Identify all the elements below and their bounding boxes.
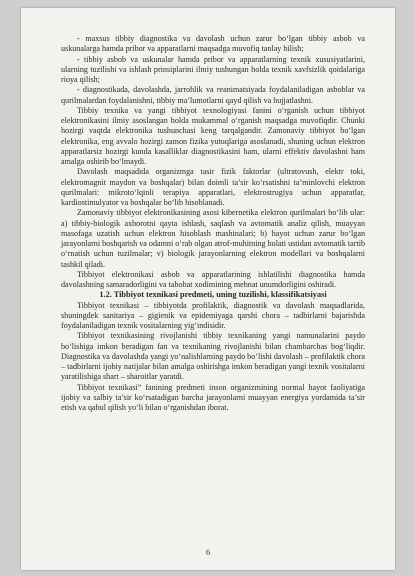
paragraph: Tibbiyot elektronikasi asbob va apparatlarining ishlatilishi diagnostika hamda davolashning samaradorligini va tabobat xodimining mehnat unumdorligini oshiradi. xyxy=(61,269,365,289)
paragraph: Davolash maqsadida organizmga tasir fizik faktorlar (ultratovush, elektr toki, elektromagnit maydon va boshqalar) bilan doimli ta’sir ko‘rsatishni ta’minlovchi elektron qurilmalari: mikroto‘lqinli terapiya apparatlari, elektrostrugiya uchun apparatlar, kardiostimulyator va boshqalar bo‘lib hisoblanadi. xyxy=(61,167,365,207)
paragraph: Zamonaviy tibbiyot elektronikasining asosi kibernetika elektron qurilmalari bo‘lib ular: a) tibbiy-biologik axborotni qayta ishlash, saqlash va avtomatik analiz qilish, muayyan masofaga uzatish uchun elektron hisoblash mashinalari; b) hayot uchun zarur bo‘lgan jarayonlarni boshqarish va odamni o‘rab olgan atrof-muhitning holati ustidan avtomatik tartib o‘rnatish uchun tuzilmalar; v) biologik jarayonlarning elektron modellari va boshqalarni tashkil qiladi. xyxy=(61,208,365,269)
paragraph: Tibbiy texnika va yangi tibbiyot texnologiyasi fanini o‘rganish uchun tibbiyot elektronikasini ilmiy asoslangan holda mukammal o‘rganish maqsadga muvofiqdir. Chunki hozirgi vaqtda elektronika tushunchasi keng tarqalgandir. Zamonaviy tibbiyot bo‘lgan elektronika, eng avvalo hozirgi zamon fizika yutuqlariga asoslanadi, shuning uchun elektron apparatlarsiz hozirgi kunda kasalliklar diagnostikasini ham, ularni effektiv davolashni ham amalga oshirib bo‘lmaydi. xyxy=(61,105,365,166)
paragraph: Tibbiyot texnikasining rivojlanishi tibbiy texnikaning yangi namunalarini paydo bo‘lishiga imkon beradigan fan va texnikaning rivojlanishi bilan chambarchas bog‘liqdir. Diagnostika va davolashda yangi yo‘nalishlarning paydo bo‘lishi davolash – profilaktik chora – tadbirlarni ijobiy natijalar bilan amalga oshirishga imkon beradigan yangi texnik vositalarni yaratilishiga shart – sharoitlar yaratdi. xyxy=(61,331,365,382)
paragraph: Tibbiyot texnikasi – tibbiyotda profilaktik, diagnostik va davolash maqsadlarida, shuningdek sanitariya – gigienik va epidemiyaga qarshi chora – tadbirlarni bajarishda foydalaniladigan texnik vositalarning yig‘indisidir. xyxy=(61,300,365,330)
paragraph: Tibbiyot texnikasi” fanining predmeti inson organizmining normal hayot faoliyatiga ijobiy va salbiy ta’sir ko‘rsatadigan barcha jarayonlarni muayyan energiya yordamida ta’sir etish va qabul qilish yo‘li bilan o‘rganishdan iborat. xyxy=(61,382,365,412)
page-number: 6 xyxy=(206,548,210,557)
page-body xyxy=(61,34,365,413)
document-page xyxy=(21,8,395,570)
list-item: - tibbiy asbob va uskunalar hamda pribor va apparatlarning texnik xususiyatlarini, ularning tuzilishi va ishlash prinsiplarini ilmiy tushungan holda texnik xavfsizlik qoidalariga rioya qilish; xyxy=(61,54,365,84)
list-item: - maxsus tibbiy diagnostika va davolash uchun zarur bo‘lgan tibbiy asbob va uskunalarga hamda pribor va apparatlarni maqsadga muvofiq tanlay bilish; xyxy=(61,34,365,54)
list-item: - diagnostikada, davolashda, jarrohlik va reanimatsiyada foydalaniladigan asboblar va qurilmalardan foydalanishni, tibbiy ma’lumotlarni qayd qilish va hujjatlashni. xyxy=(61,85,365,105)
section-heading: 1.2. Tibbiyot texnikasi predmeti, uning tuzilishi, klassifikatsiyasi xyxy=(99,290,327,300)
